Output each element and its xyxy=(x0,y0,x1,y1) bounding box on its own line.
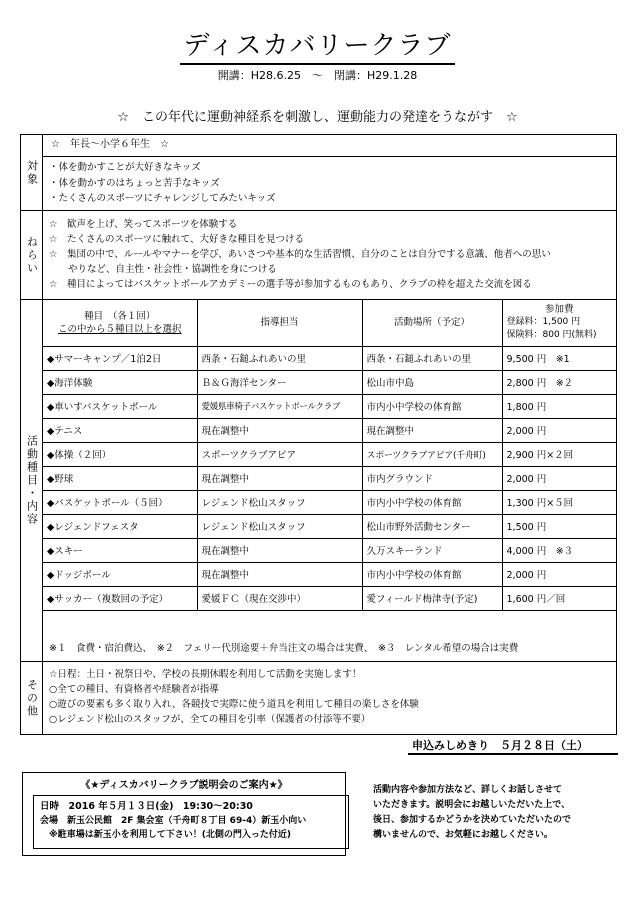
fee-cell: 4,000 円 ※３ xyxy=(502,538,616,562)
instructor-header: 指導担当 xyxy=(197,300,362,346)
instructor-cell: レジェンド松山スタッフ xyxy=(197,490,362,514)
event-cell: ◆スキー xyxy=(43,538,197,562)
target-item: ・体を動かすことが大好きなキッズ xyxy=(49,162,201,173)
instructor-cell: 西条・石鎚ふれあいの里 xyxy=(197,346,362,370)
event-cell: ◆車いすバスケットボール xyxy=(43,394,197,418)
fee-cell: 2,900 円×２回 xyxy=(502,442,616,466)
other-item: ○レジェンド松山のスタッフが、全ての種目を引率（保護者の付添等不要） xyxy=(49,714,371,725)
contact-line: 活動内容や参加方法など、詳しくお話しさせて xyxy=(373,785,563,795)
contact-line: 後日、参加するかどうかを決めていただいたので xyxy=(373,815,572,825)
table-row xyxy=(43,346,616,370)
aim-list xyxy=(49,217,612,292)
table-row xyxy=(43,562,616,586)
table-row xyxy=(43,394,616,418)
other-item: ○全ての種目、有資格者や経験者が指導 xyxy=(49,684,219,695)
briefing-parking: ※駐車場は新玉小を利用して下さい！(北側の門入った付近) xyxy=(40,830,291,840)
fee-header-registration: 登録料：1,500 円 xyxy=(506,317,581,328)
aim-item: やりなど、自主性・社会性・協調性を身につける xyxy=(49,264,277,275)
briefing-box xyxy=(22,772,346,856)
instructor-cell: 現在調整中 xyxy=(197,418,362,442)
venue-cell: 愛フィールド梅津寺(予定) xyxy=(362,586,502,610)
event-header-line2: この中から５種目以上を選択 xyxy=(57,323,182,335)
briefing-title: 《★ディスカバリークラブ説明会のご案内★》 xyxy=(80,780,288,791)
slogan: ☆ この年代に運動神経系を刺激し、運動能力の発達をうながす ☆ xyxy=(117,110,518,125)
target-item: ・たくさんのスポーツにチャレンジしてみたいキッズ xyxy=(49,193,276,204)
briefing-venue: 会場 新玉公民館 2F 集会室（千舟町８丁目 69-4）新玉小向い xyxy=(40,816,307,826)
other-list xyxy=(49,667,612,727)
course-period: 開講：H28.6.25 ～ 閉講：H29.1.28 xyxy=(217,69,418,82)
instructor-cell: スポーツクラブアピア xyxy=(197,442,362,466)
briefing-datetime: 日時 2016 年５月１３日(金) 19:30～20:30 xyxy=(40,801,253,812)
event-header-line1: 種目 （各１回） xyxy=(84,310,156,322)
venue-cell: 現在調整中 xyxy=(362,418,502,442)
other-label: その他 xyxy=(25,678,39,718)
table-row xyxy=(43,490,616,514)
fee-cell: 1,800 円 xyxy=(502,394,616,418)
fee-header xyxy=(502,300,616,346)
venue-cell: 西条・石鎚ふれあいの里 xyxy=(362,346,502,370)
venue-cell: 久万スキーランド xyxy=(362,538,502,562)
venue-cell: 松山市野外活動センター xyxy=(362,514,502,538)
contact-line: いただきます。説明会にお越しいただいた上で、 xyxy=(373,800,571,810)
application-deadline: 申込みしめきり ５月２８日（土） xyxy=(412,739,588,752)
venue-cell: 松山市中島 xyxy=(362,370,502,394)
target-label: 対象 xyxy=(25,159,39,186)
instructor-cell: 愛媛県車椅子バスケットボールクラブ xyxy=(197,394,362,418)
fee-cell: 1,600 円／回 xyxy=(502,586,616,610)
venue-cell: 市内小中学校の体育館 xyxy=(362,490,502,514)
event-cell: ◆テニス xyxy=(43,418,197,442)
activities-section xyxy=(21,300,616,662)
briefing-details xyxy=(33,795,349,849)
event-cell: ◆バスケットボール（５回） xyxy=(43,490,197,514)
info-table xyxy=(20,134,617,735)
venue-cell: 市内グラウンド xyxy=(362,466,502,490)
deadline-underline xyxy=(408,753,618,755)
venue-cell: スポーツクラブアピア(千舟町) xyxy=(362,442,502,466)
instructor-cell: 現在調整中 xyxy=(197,538,362,562)
event-cell: ◆海洋体験 xyxy=(43,370,197,394)
target-list xyxy=(49,160,612,207)
fee-cell: 1,300 円×５回 xyxy=(502,490,616,514)
fee-cell: 2,000 円 xyxy=(502,562,616,586)
target-label-cell xyxy=(21,135,43,210)
instructor-cell: 現在調整中 xyxy=(197,466,362,490)
instructor-cell: 愛媛ＦＣ（現在交渉中） xyxy=(197,586,362,610)
venue-header: 活動場所（予定） xyxy=(362,300,502,346)
aim-section xyxy=(21,211,616,300)
contact-line: 構いませんので、お気軽にお越しください。 xyxy=(373,830,553,840)
activities-label: 活動種目・内容 xyxy=(25,435,39,526)
aim-item: ☆ たくさんのスポーツに触れて、大好きな種目を見つける xyxy=(49,234,304,245)
fee-cell: 9,500 円 ※1 xyxy=(502,346,616,370)
table-row xyxy=(43,442,616,466)
header xyxy=(0,30,635,65)
target-section xyxy=(21,135,616,211)
other-label-cell xyxy=(21,662,43,734)
other-section xyxy=(21,662,616,734)
fee-notes: ※１ 食費・宿泊費込、 ※２ フェリー代別途要＋弁当注文の場合は実費、 ※３ レンタル希望の場合は実費 xyxy=(49,643,519,654)
venue-cell: 市内小中学校の体育館 xyxy=(362,562,502,586)
page-title: ディスカバリークラブ xyxy=(180,30,456,65)
event-header xyxy=(43,300,197,346)
target-age: ☆ 年長～小学６年生 ☆ xyxy=(43,135,616,157)
table-row xyxy=(43,514,616,538)
fee-cell: 2,000 円 xyxy=(502,418,616,442)
other-item: ○遊びの要素も多く取り入れ、各競技で実際に使う道具を利用して種目の楽しさを体験 xyxy=(49,699,419,710)
target-item: ・体を動かすのはちょっと苦手なキッズ xyxy=(49,177,220,189)
table-row xyxy=(43,586,616,610)
table-row xyxy=(43,466,616,490)
fee-cell: 2,000 円 xyxy=(502,466,616,490)
aim-item: ☆ 集団の中で、ルールやマナーを学び、あいさつや基本的な生活習慣、自分のことは自分でする意識、他者への思い xyxy=(49,249,551,260)
table-row xyxy=(43,538,616,562)
event-cell: ◆サッカー（複数回の予定） xyxy=(43,586,197,610)
instructor-cell: レジェンド松山スタッフ xyxy=(197,514,362,538)
aim-label-cell xyxy=(21,211,43,299)
event-cell: ◆ドッジボール xyxy=(43,562,197,586)
event-cell: ◆野球 xyxy=(43,466,197,490)
fee-cell: 1,500 円 xyxy=(502,514,616,538)
event-cell: ◆体操（２回） xyxy=(43,442,197,466)
table-row xyxy=(43,370,616,394)
activities-header-row xyxy=(43,300,616,346)
activities-table xyxy=(43,300,616,611)
instructor-cell: Ｂ＆Ｇ海洋センター xyxy=(197,370,362,394)
activities-label-cell xyxy=(21,300,43,661)
fee-header-insurance: 保険料：800 円(無料) xyxy=(506,330,597,341)
other-item: ☆日程：土日・祝祭日や、学校の長期休暇を利用して活動を実施します！ xyxy=(49,669,362,680)
fee-header-title: 参加費 xyxy=(544,304,574,316)
event-cell: ◆レジェンドフェスタ xyxy=(43,514,197,538)
aim-item: ☆ 歓声を上げ、笑ってスポーツを体験する xyxy=(49,219,238,230)
fee-cell: 2,800 円 ※２ xyxy=(502,370,616,394)
aim-label: ねらい xyxy=(25,235,39,275)
contact-message xyxy=(373,783,623,843)
table-row xyxy=(43,418,616,442)
aim-item: ☆ 種目によってはバスケットボールアカデミーの選手等が参加するものもあり、クラブの枠を超えた交流を図る xyxy=(49,279,532,290)
instructor-cell: 現在調整中 xyxy=(197,562,362,586)
event-cell: ◆サマーキャンプ／1泊2日 xyxy=(43,346,197,370)
venue-cell: 市内小中学校の体育館 xyxy=(362,394,502,418)
